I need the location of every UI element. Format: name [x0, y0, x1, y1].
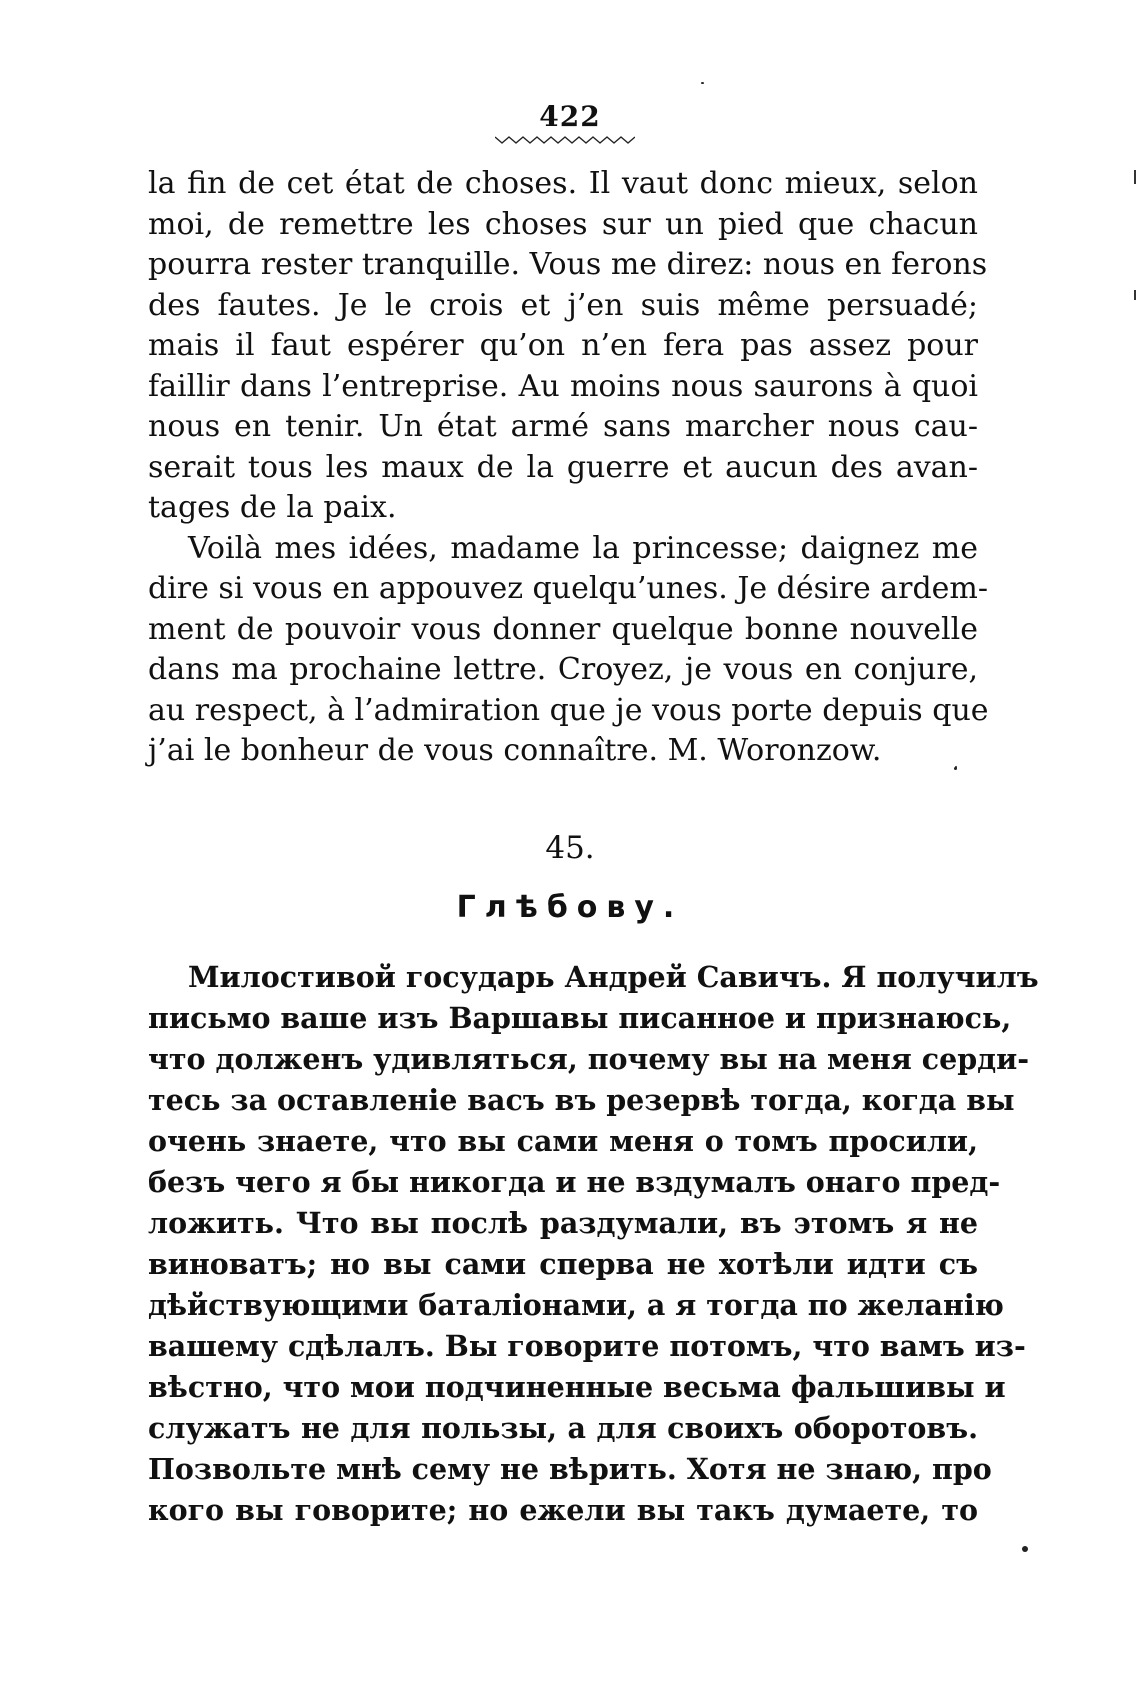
text-line: служатъ не для пользы, а для своихъ оборотовъ. — [148, 1411, 978, 1445]
page-number: 422 — [539, 100, 601, 133]
text-line: кого вы говорите; но ежели вы такъ думаете, то — [148, 1493, 978, 1527]
text-line: ложить. Что вы послѣ раздумали, въ этомъ я не — [148, 1206, 978, 1240]
text-line: des fautes. Je le crois et j’en suis même persuadé; — [148, 287, 978, 323]
text-line: ment de pouvoir vous donner quelque bonne nouvelle — [148, 611, 978, 647]
edge-mark — [1134, 170, 1136, 184]
text-line: au respect, à l’admiration que je vous porte depuis que — [148, 692, 989, 728]
text-line: тесь за оставленіе васъ въ резервѣ тогда, когда вы — [148, 1083, 1015, 1117]
text-line: безъ чего я бы никогда и не вздумалъ онаго пред- — [148, 1165, 1001, 1199]
text-line: nous en tenir. Un état armé sans marcher nous cau- — [148, 409, 978, 444]
text-line: dire si vous en appouvez quelqu’unes. Je désire ardem- — [148, 571, 989, 606]
text-line: pourra rester tranquille. Vous me direz: nous en ferons — [148, 247, 988, 282]
french-letter-text — [148, 164, 989, 772]
edge-mark — [1134, 290, 1136, 300]
text-line: дѣйствующими баталіонами, а я тогда по желанію — [148, 1288, 1004, 1322]
text-line: вѣстно, что мои подчиненные весьма фальшивы и — [148, 1370, 1006, 1404]
text-line: вашему сдѣлалъ. Вы говорите потомъ, что вамъ из- — [148, 1329, 1026, 1363]
russian-letter-text — [148, 957, 1039, 1531]
zigzag-ornament — [495, 134, 635, 146]
scan-speck — [1022, 1546, 1028, 1552]
text-line: j’ai le bonheur de vous connaître. M. Woronzow. — [148, 733, 882, 768]
text-line: что долженъ удивляться, почему вы на меня серди- — [148, 1042, 1030, 1076]
text-line: виноватъ; но вы сами сперва не хотѣли идти съ — [148, 1247, 978, 1281]
text-line: письмо ваше изъ Варшавы писанное и признаюсь, — [148, 1001, 1012, 1035]
text-line: moi, de remettre les choses sur un pied que chacun — [148, 206, 978, 242]
text-line: tages de la paix. — [148, 490, 397, 525]
text-line: Позвольте мнѣ сему не вѣрить. Хотя не знаю, про — [148, 1452, 992, 1486]
text-line: la fin de cet état de choses. Il vaut donc mieux, selon — [148, 166, 978, 201]
text-line: Милостивой государь Андрей Савичъ. Я получилъ — [188, 960, 1039, 994]
text-line: mais il faut espérer qu’on n’en fera pas assez pour — [148, 328, 978, 363]
text-line: очень знаете, что вы сами меня о томъ просили, — [148, 1124, 978, 1158]
text-line: Voilà mes idées, madame la princesse; daignez me — [188, 530, 978, 566]
text-line: faillir dans l’entreprise. Au moins nous saurons à quoi — [148, 368, 978, 404]
text-line: serait tous les maux de la guerre et aucun des avan- — [148, 449, 978, 485]
text-line: dans ma prochaine lettre. Croyez, je vous en conjure, — [148, 652, 978, 687]
scan-speck — [955, 766, 957, 768]
letter-addressee: Глѣбову. — [456, 890, 684, 925]
scan-speck — [701, 82, 704, 84]
letter-number: 45. — [545, 830, 595, 866]
